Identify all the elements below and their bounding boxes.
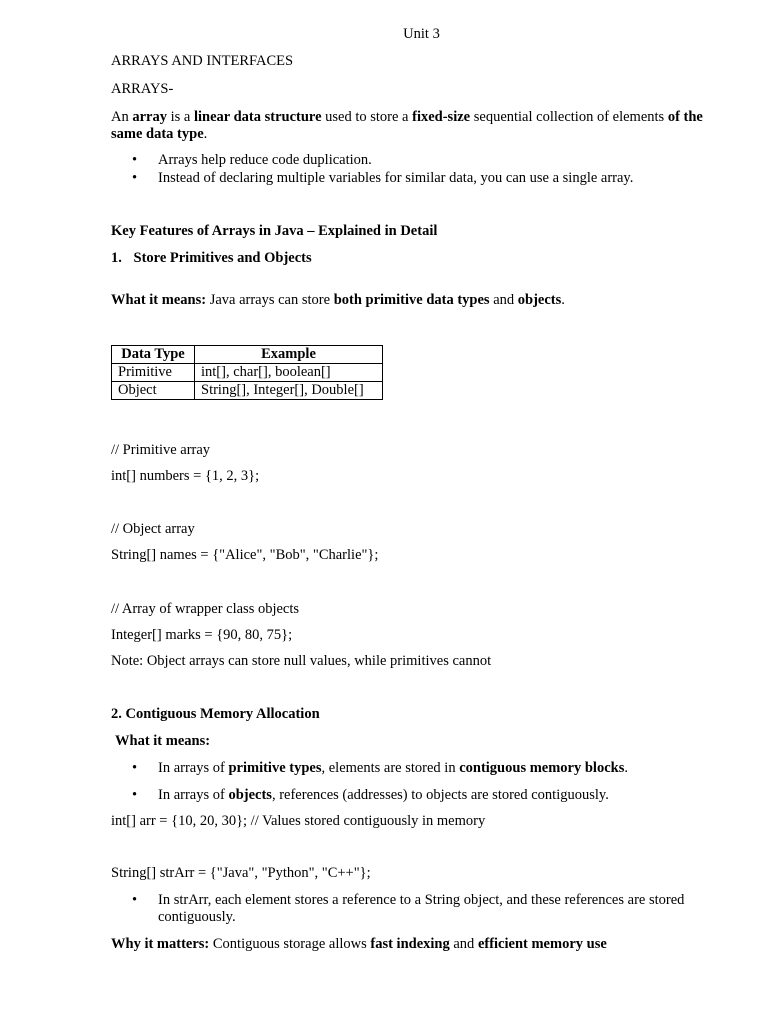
f2-b1-bold-primitive-types: primitive types: [228, 760, 322, 776]
feature-1-what-it-means: [111, 292, 565, 309]
bullet-marker: •: [132, 152, 138, 168]
code-line-names: String[] names = {"Alice", "Bob", "Charlie"};: [111, 547, 379, 563]
code-line-arr: int[] arr = {10, 20, 30}; // Values stored contiguously in memory: [111, 813, 486, 829]
feature-1-heading: [111, 250, 312, 267]
intro-text-5: .: [203, 126, 208, 142]
feature-2-what-it-means: [115, 733, 210, 750]
code-line-numbers: int[] numbers = {1, 2, 3};: [111, 468, 260, 484]
table-row: [112, 364, 383, 382]
f2-matters-bold-fast-indexing: fast indexing: [370, 936, 450, 952]
section-heading-arrays: ARRAYS-: [111, 81, 174, 97]
table-cell: int[], char[], boolean[]: [195, 364, 383, 382]
page-header-unit: Unit 3: [403, 26, 440, 42]
code-comment-wrapper: // Array of wrapper class objects: [111, 601, 300, 617]
key-features-heading: [111, 223, 437, 240]
intro-paragraph: [111, 109, 723, 143]
note-null-values: Note: Object arrays can store null values, while primitives cannot: [111, 653, 492, 669]
f1-means-text-3: .: [561, 292, 565, 308]
bullet-marker: •: [132, 892, 138, 908]
table-cell: Primitive: [112, 364, 195, 382]
intro-bold-linear: linear data structure: [193, 109, 322, 125]
intro-bullet-1: Arrays help reduce code duplication.: [158, 152, 372, 168]
code-line-strarr: String[] strArr = {"Java", "Python", "C++"};: [111, 865, 371, 881]
key-features-heading-text: Key Features of Arrays in Java – Explained in Detail: [111, 223, 438, 239]
f2-b2-bold-objects: objects: [228, 787, 272, 803]
document-title: ARRAYS AND INTERFACES: [111, 53, 294, 69]
table-header-data-type: Data Type: [112, 346, 195, 364]
feature-2-heading: [111, 706, 320, 723]
f2-b1-text-1: In arrays of: [158, 760, 229, 776]
intro-bold-array: array: [132, 109, 167, 125]
bullet-marker: •: [132, 787, 138, 803]
feature-1-number: 1.: [111, 250, 122, 266]
data-type-table: [111, 345, 383, 400]
f2-b2-text-1: In arrays of: [158, 787, 229, 803]
intro-text-2: is a: [166, 109, 194, 125]
intro-bullet-2: Instead of declaring multiple variables for similar data, you can use a single array.: [158, 170, 634, 186]
intro-bold-fixed-size: fixed-size: [412, 109, 471, 125]
code-comment-primitive: // Primitive array: [111, 442, 211, 458]
feature-2-title: 2. Contiguous Memory Allocation: [111, 706, 320, 722]
f2-matters-text-2: and: [449, 936, 478, 952]
what-it-means-label: What it means:: [111, 292, 207, 308]
f2-b1-text-3: .: [624, 760, 628, 776]
f1-means-bold-objects: objects: [517, 292, 562, 308]
intro-text-1: An: [111, 109, 133, 125]
feature-1-title: Store Primitives and Objects: [133, 250, 312, 266]
table-row: [112, 382, 383, 400]
f1-means-bold-primitive: both primitive data types: [333, 292, 490, 308]
table-cell: String[], Integer[], Double[]: [195, 382, 383, 400]
code-line-marks: Integer[] marks = {90, 80, 75};: [111, 627, 293, 643]
f2-matters-text-1: Contiguous storage allows: [209, 936, 371, 952]
f2-bullet-primitive: [158, 760, 628, 777]
f2-matters-bold-efficient: efficient memory use: [477, 936, 607, 952]
f2-bullet-strarr: In strArr, each element stores a reference to a String object, and these references are stored contiguously.: [158, 892, 685, 925]
intro-text-3: used to store a: [321, 109, 413, 125]
f2-b2-text-2: , references (addresses) to objects are stored contiguously.: [271, 787, 609, 803]
bullet-marker: •: [132, 170, 138, 186]
f1-means-text-2: and: [489, 292, 518, 308]
f1-means-text-1: Java arrays can store: [206, 292, 334, 308]
table-cell: Object: [112, 382, 195, 400]
bullet-marker: •: [132, 760, 138, 776]
intro-text-4: sequential collection of elements: [470, 109, 668, 125]
table-header-example: Example: [195, 346, 383, 364]
f2-b1-text-2: , elements are stored in: [321, 760, 460, 776]
what-it-means-label: What it means:: [115, 733, 211, 749]
intro-bold-same-type: of the same data type: [111, 109, 703, 142]
why-it-matters-label: Why it matters:: [111, 936, 210, 952]
table-header-row: [112, 346, 383, 364]
f2-b1-bold-contiguous: contiguous memory blocks: [459, 760, 625, 776]
f2-bullet-objects: [158, 787, 609, 804]
feature-2-why-it-matters: [111, 936, 607, 953]
code-comment-object: // Object array: [111, 521, 195, 537]
